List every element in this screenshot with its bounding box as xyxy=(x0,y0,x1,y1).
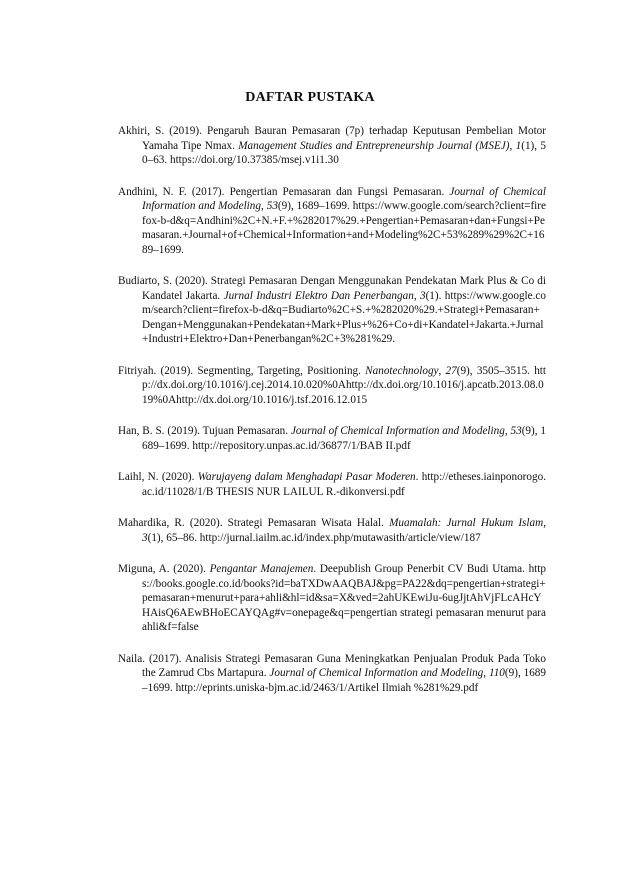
reference-entry: Fitriyah. (2019). Segmenting, Targeting, Positioning. Nanotechnology, 27(9), 3505–3515. http://dx.doi.org/10.1016/j.cej.2014.10.020%0Ahttp://dx.doi.org/10.1016/j.apcatb.2013.08.019%0Ahttp://dx.doi.org/10.1016/j.tsf.2016.12.015 xyxy=(118,364,547,406)
reference-entry: Budiarto, S. (2020). Strategi Pemasaran Dengan Menggunakan Pendekatan Mark Plus & Co di Kandatel Jakarta. Jurnal Industri Elektro Dan Penerbangan, 3(1). https://www.google.com/search?client=firefox-b-d&q=Budiarto%2C+S.+%282020%29.+Strategi+Pemasaran+Dengan+Menggunakan+Pendekatan+Mark+Plus+%26+Co+di+Kandatel+Jakarta.+Jurnal+Industri+Elektro+Dan+Penerbangan%2C+3%281%29. xyxy=(118,275,546,345)
reference-entry: Laihl, N. (2020). Warujayeng dalam Menghadapi Pasar Moderen. http://etheses.iainponorogo.ac.id/11028/1/B THESIS NUR LAILUL R.-dikonversi.pdf xyxy=(118,471,546,498)
reference-entry: Andhini, N. F. (2017). Pengertian Pemasaran dan Fungsi Pemasaran. Journal of Chemical Information and Modeling, 53(9), 1689–1699. https://www.google.com/search?client=firefox-b-d&q=Andhini%2C+N.+F.+%282017%29.+Pengertian+Pemasaran+dan+Fungsi+Pemasaran.+Journal+of+Chemical+Information+and+Modeling%2C+53%289%29%2C+1689–1699. xyxy=(118,185,547,256)
reference-list xyxy=(118,124,546,712)
reference-entry: Mahardika, R. (2020). Strategi Pemasaran Wisata Halal. Muamalah: Jurnal Hukum Islam, 3(1), 65–86. http://jurnal.iailm.ac.id/index.php/mutawasith/article/view/187 xyxy=(118,517,546,544)
reference-entry: Miguna, A. (2020). Pengantar Manajemen. Deepublish Group Penerbit CV Budi Utama. https://books.google.co.id/books?id=baTXDwAAQBAJ&pg=PA22&dq=pengertian+strategi+pemasaran+menurut+para+ahli&hl=id&sa=X&ved=2ahUKEwiJu-6ugJjtAhVjFLcAHcYHAisQ6AEwBHoECAYQAg#v=onepage&q=pengertian strategi pemasaran menurut para ahli&f=false xyxy=(118,563,546,633)
reference-entry: Naila. (2017). Analisis Strategi Pemasaran Guna Meningkatkan Penjualan Produk Pada Toko the Zamrud Cbs Martapura. Journal of Chemical Information and Modeling, 110(9), 1689–1699. http://eprints.uniska-bjm.ac.id/2463/1/Artikel Ilmiah %281%29.pdf xyxy=(118,652,546,694)
reference-entry: Akhiri, S. (2019). Pengaruh Bauran Pemasaran (7p) terhadap Keputusan Pembelian Motor Yamaha Tipe Nmax. Management Studies and Entrepreneurship Journal (MSEJ), 1(1), 50–63. https://doi.org/10.37385/msej.v1i1.30 xyxy=(118,125,546,166)
page-title: DAFTAR PUSTAKA xyxy=(245,90,375,105)
reference-entry: Han, B. S. (2019). Tujuan Pemasaran. Journal of Chemical Information and Modeling, 53(9), 1689–1699. http://repository.unpas.ac.id/36877/1/BAB II.pdf xyxy=(118,425,547,452)
